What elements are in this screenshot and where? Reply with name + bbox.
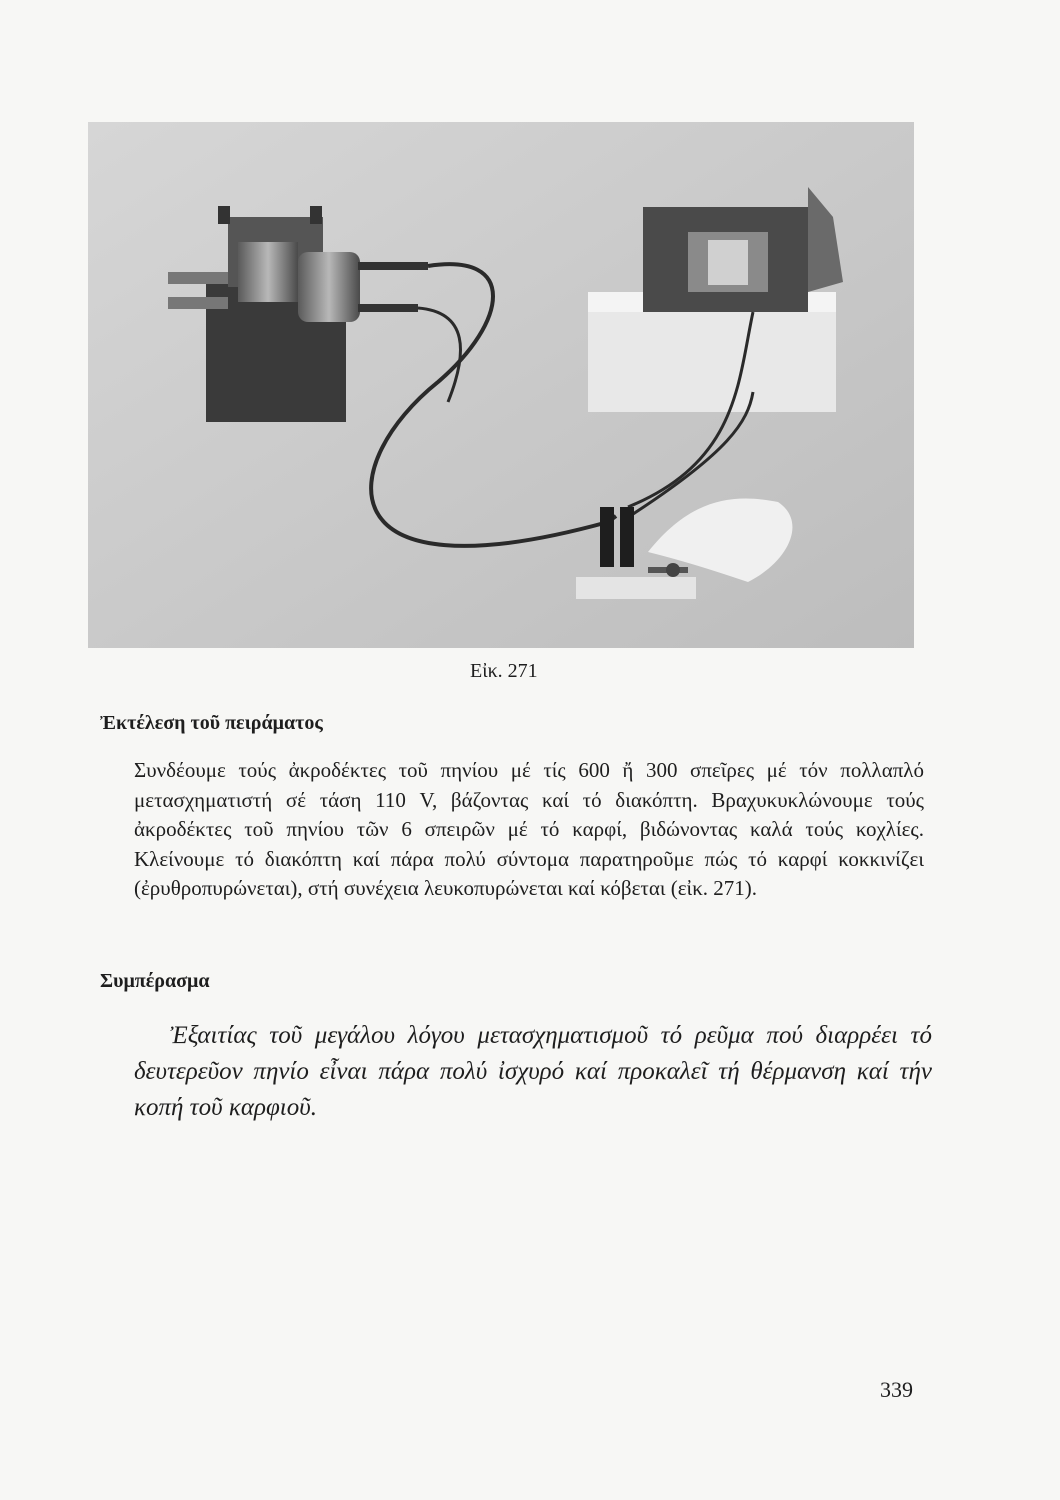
page-number: 339	[880, 1377, 913, 1402]
section-heading-procedure: Ἐκτέλεση τοῦ πειράματος	[100, 712, 323, 734]
section-heading-conclusion: Συμπέρασμα	[100, 970, 210, 992]
figure-caption: Εἰκ. 271	[470, 660, 538, 682]
experiment-photo	[88, 122, 914, 648]
procedure-paragraph: Συνδέουμε τούς ἀκροδέκτες τοῦ πηνίου μέ τίς 600 ἤ 300 σπεῖρες μέ τόν πολλαπλό μετασχηματιστή σέ τάση 110 V, βάζοντας καί τό διακόπτη. Βραχυκυκλώνουμε τούς ἀκροδέκτες τοῦ πηνίου τῶν 6 σπειρῶν μέ τό καρφί, βιδώνοντας καλά τούς κοχλίες. Κλείνουμε τό διακόπτη καί πάρα πολύ σύντομα παρατηροῦμε πώς τό καρφί κοκκινίζει (ἐρυθροπυρώνεται), στή συνέχεια λευκοπυρώνεται καί κόβεται (εἰκ. 271).	[134, 758, 924, 900]
conclusion-paragraph: Ἐξαιτίας τοῦ μεγάλου λόγου μετασχηματισμοῦ τό ρεῦμα πού διαρρέει τό δευτερεῦον πηνίο εἶναι πάρα πολύ ἰσχυρό καί προκαλεῖ τή θέρμανση καί τήν κοπή τοῦ καρφιοῦ.	[134, 1022, 932, 1121]
